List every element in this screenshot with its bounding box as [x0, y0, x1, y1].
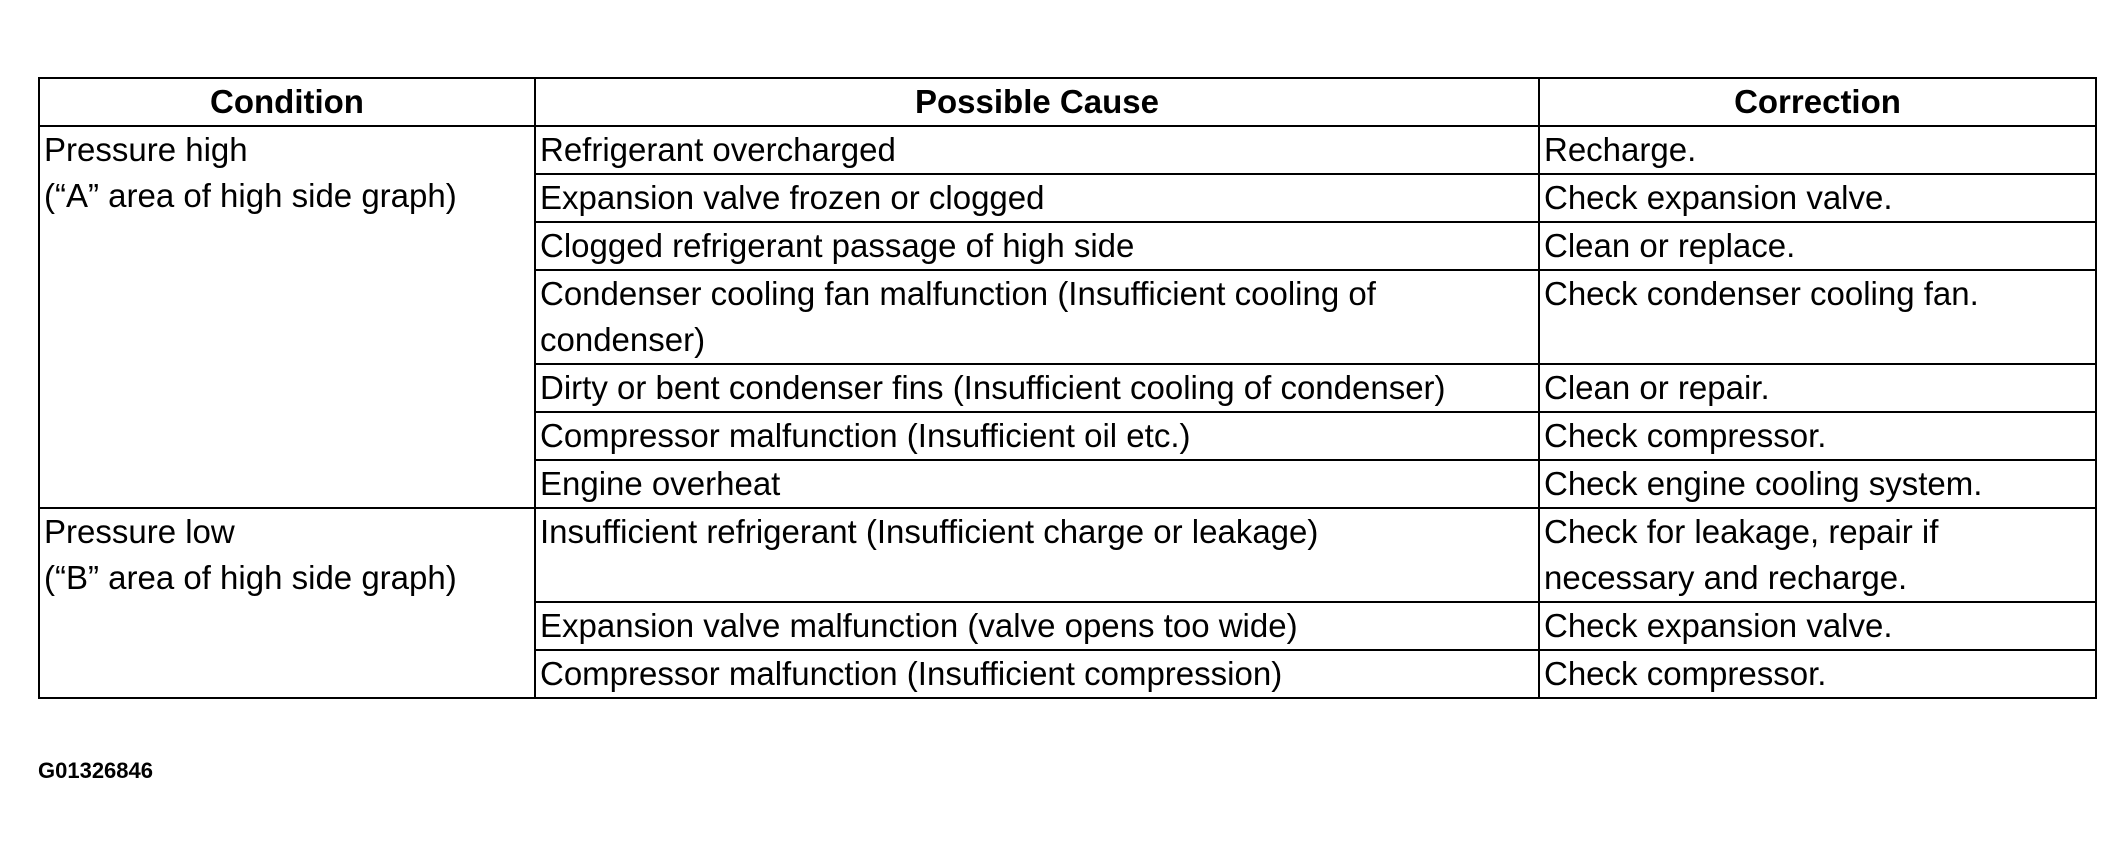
condition-label: Pressure high [44, 131, 248, 168]
condition-detail: (“A” area of high side graph) [44, 177, 457, 214]
condition-detail: (“B” area of high side graph) [44, 559, 457, 596]
correction-cell: Check expansion valve. [1539, 174, 2096, 222]
cause-cell: Compressor malfunction (Insufficient oil etc.) [535, 412, 1539, 460]
correction-cell: Clean or repair. [1539, 364, 2096, 412]
header-condition: Condition [39, 78, 535, 126]
header-correction: Correction [1539, 78, 2096, 126]
figure-id: G01326846 [38, 758, 153, 783]
correction-cell: Check for leakage, repair if necessary and recharge. [1539, 508, 2096, 602]
header-possible-cause: Possible Cause [535, 78, 1539, 126]
correction-cell: Check expansion valve. [1539, 602, 2096, 650]
cause-cell: Expansion valve malfunction (valve opens too wide) [535, 602, 1539, 650]
correction-cell: Check engine cooling system. [1539, 460, 2096, 508]
diagnosis-table [38, 77, 2097, 699]
table-header-row [39, 78, 2096, 126]
condition-label: Pressure low [44, 513, 235, 550]
cause-cell: Expansion valve frozen or clogged [535, 174, 1539, 222]
correction-cell: Check condenser cooling fan. [1539, 270, 2096, 364]
cause-cell: Refrigerant overcharged [535, 126, 1539, 174]
cause-cell: Condenser cooling fan malfunction (Insufficient cooling of condenser) [535, 270, 1539, 364]
correction-cell: Clean or replace. [1539, 222, 2096, 270]
condition-cell-pressure-low [39, 508, 535, 698]
correction-cell: Recharge. [1539, 126, 2096, 174]
cause-cell: Dirty or bent condenser fins (Insufficient cooling of condenser) [535, 364, 1539, 412]
table-row [39, 126, 2096, 174]
cause-cell: Engine overheat [535, 460, 1539, 508]
cause-cell: Compressor malfunction (Insufficient compression) [535, 650, 1539, 698]
table-row [39, 508, 2096, 602]
cause-cell: Insufficient refrigerant (Insufficient charge or leakage) [535, 508, 1539, 602]
cause-cell: Clogged refrigerant passage of high side [535, 222, 1539, 270]
correction-cell: Check compressor. [1539, 650, 2096, 698]
condition-cell-pressure-high [39, 126, 535, 508]
correction-cell: Check compressor. [1539, 412, 2096, 460]
